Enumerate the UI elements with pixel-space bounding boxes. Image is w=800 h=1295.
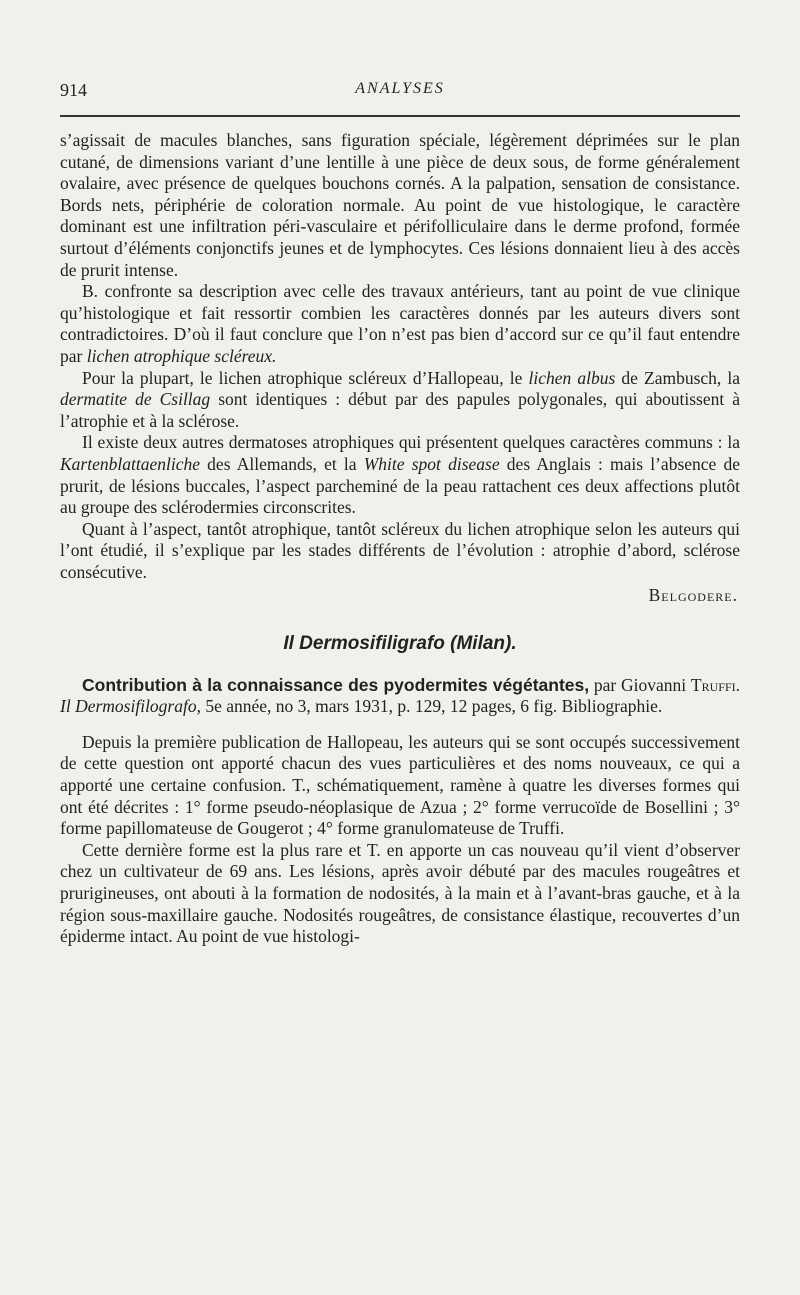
- paragraph-4: [60, 432, 740, 518]
- paragraph-7: Cette dernière forme est la plus rare et T. en apporte un cas nouveau qu’il vient d’observer chez un cultivateur de 69 ans. Les lésions, après avoir débuté par des macules rougeâtres et prurigineuses, ont abouti à la formation de nodosités, à la main et à l’avant-bras gauche, et à la région sous-maxillaire gauche. Nodosités rougeâtres, de consistance élastique, recouvertes d’un épiderme intact. Au point de vue histologi-: [60, 839, 740, 947]
- page-header: [60, 80, 740, 104]
- paragraph-5: Quant à l’aspect, tantôt atrophique, tantôt scléreux du lichen atrophique selon les auteurs qui l’ont étudié, il s’explique par les stades différents de l’évolution : atrophie d’abord, sclérose consécutive.: [60, 518, 740, 582]
- paragraph-3-text-1: Pour la plupart, le lichen atrophique scléreux d’Hallopeau, le: [82, 367, 523, 388]
- paragraph-6: Depuis la première publication de Hallopeau, les auteurs qui se sont occupés successivement de cette question ont apporté chacun des vues particulières et des noms nouveaux, ce qui a apporté une certaine confusion. T., schématiquement, ramène à quatre les diverses formes qui ont été décrites : 1° forme pseudo-néoplasique de Azua ; 2° forme verrucoïde de Bosellini ; 3° forme papillomateuse de Gougerot ; 4° forme granulomateuse de Truffi.: [60, 731, 740, 839]
- reference-journal: Il Dermosifilografo,: [60, 696, 201, 717]
- paragraph-3: [60, 368, 740, 433]
- paragraph-4-emphasis-1: Kartenblattaenliche: [60, 453, 200, 474]
- paragraph-3-emphasis-1: lichen albus: [528, 367, 616, 388]
- article-body: [60, 130, 740, 948]
- paragraph-3-emphasis-2: dermatite de Csillag: [60, 389, 211, 410]
- running-head: ANALYSES: [355, 80, 445, 97]
- section-title: Il Dermosifiligrafo (Milan).: [283, 633, 517, 655]
- reference-title: Contribution à la connaissance des pyodermites végétantes,: [82, 674, 590, 695]
- paragraph-4-text-1: Il existe deux autres dermatoses atrophiques qui présentent quelques caractères communs : la: [82, 432, 740, 453]
- header-rule: [60, 115, 740, 117]
- reference-entry: [60, 675, 740, 718]
- page-number: 914: [60, 80, 87, 100]
- reference-details: 5e année, no 3, mars 1931, p. 129, 12 pages, 6 fig. Bibliographie.: [205, 696, 663, 717]
- paragraph-3-text-3: sont identiques : début par des papules polygonales, qui aboutissent à l’atrophie et à la sclérose.: [60, 389, 741, 431]
- author-signature: Belgodere.: [648, 585, 738, 606]
- paragraph-3-text-2: de Zambusch, la: [621, 367, 740, 388]
- reference-by: par Giovanni: [593, 674, 687, 695]
- paragraph-2-emphasis: lichen atrophique scléreux.: [86, 345, 277, 366]
- paragraph-1: s’agissait de macules blanches, sans figuration spéciale, légèrement déprimées sur le plan cutané, de dimensions variant d’une lentille à une pièce de deux sous, de forme généralement ovalaire, avec présence de quelques bouchons cornés. A la palpation, sensation de consistance. Bords nets, périphérie de coloration normale. Au point de vue histologique, le caractère dominant est une infiltration péri-vasculaire et périfolliculaire dans le derme profond, formée surtout d’éléments conjonctifs jeunes et de lymphocytes. Ces lésions donnaient lieu à des accès de prurit intense.: [60, 130, 740, 280]
- paragraph-4-text-3: des Anglais : mais l’absence de prurit, de lésions buccales, l’aspect parcheminé de la peau rattachent ces deux affections plutôt au groupe des sclérodermies circonscrites.: [60, 453, 741, 518]
- paragraph-2: [60, 281, 740, 367]
- paragraph-4-text-2: des Allemands, et la: [207, 453, 357, 474]
- reference-author: Truffi.: [690, 674, 741, 695]
- paragraph-2-text: B. confronte sa description avec celle des travaux antérieurs, tant au point de vue clinique qu’histologique et fait ressortir combien les caractères donnés par les auteurs divers sont contradictoires. D’où il faut conclure que l’on n’est pas bien d’accord sur ce qu’il faut entendre par: [60, 281, 740, 366]
- paragraph-4-emphasis-2: White spot disease: [363, 453, 500, 474]
